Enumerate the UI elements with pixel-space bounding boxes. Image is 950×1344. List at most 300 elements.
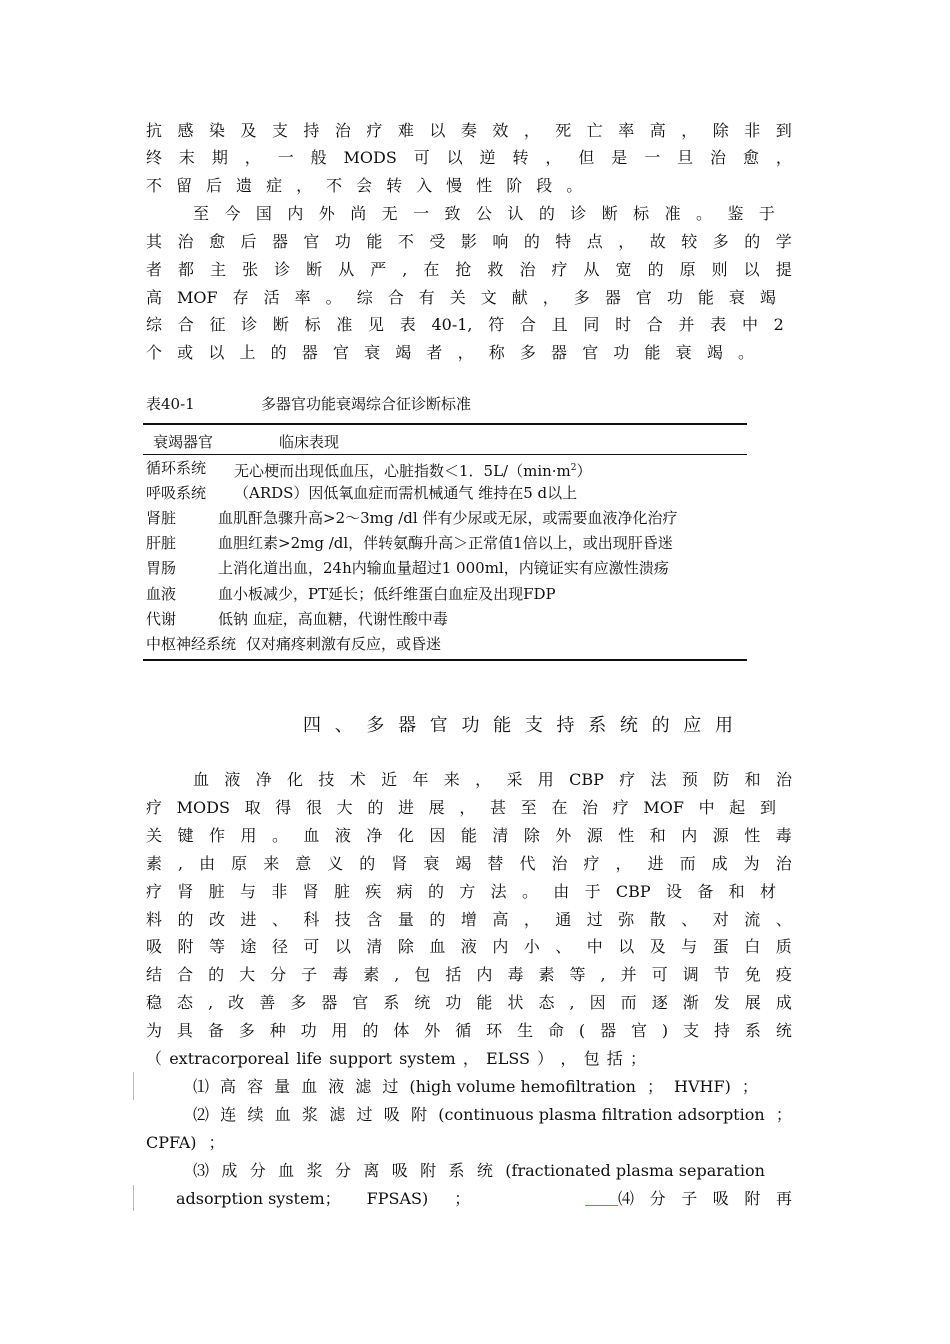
text-token: 能 — [644, 343, 661, 362]
row-clinical — [218, 607, 448, 631]
text-token: 非 — [744, 121, 761, 140]
text-token: 阶 — [506, 176, 523, 195]
text-token: 并 — [620, 965, 637, 984]
text-token: 途 — [240, 937, 257, 956]
text-token: (continuous plasma filtration adsorption — [438, 1105, 765, 1124]
text-token: extracorporeal — [169, 1049, 290, 1068]
text-token: 从 — [583, 260, 600, 279]
text-token: 甚 — [490, 798, 507, 817]
text-token: 代 — [519, 854, 536, 873]
text-token: 的 — [538, 204, 555, 223]
text-token: ⑴ — [193, 1077, 210, 1096]
text-token: 不 — [326, 176, 343, 195]
text-token: 展 — [428, 798, 445, 817]
text-line — [146, 285, 776, 311]
text-token: ⑶ — [193, 1161, 210, 1180]
text-token: 能 — [493, 715, 512, 736]
text-token: 的 — [427, 882, 444, 901]
text-token: 者 — [426, 343, 443, 362]
text-token: 多 — [712, 232, 729, 251]
row-clinical-text: 无心梗而出现低血压，心脏指数＜1．5L/（min·m — [234, 462, 571, 480]
text-token: 旦 — [677, 148, 694, 167]
text-token: 法 — [650, 770, 667, 789]
text-token: ， — [459, 798, 476, 817]
text-token: 及 — [649, 937, 666, 956]
text-token: 特 — [555, 232, 572, 251]
text-token: 今 — [224, 204, 241, 223]
text-token: 符 — [488, 315, 505, 334]
text-line — [146, 990, 792, 1016]
text-token: ⑵ — [193, 1105, 210, 1124]
text-token: 关 — [449, 288, 466, 307]
text-token: 内 — [492, 937, 509, 956]
row-clinical — [218, 556, 669, 580]
text-token: 无 — [381, 204, 398, 223]
text-token: 亡 — [586, 121, 603, 140]
text-token: 以 — [429, 121, 446, 140]
text-token: 断 — [272, 315, 289, 334]
text-token: 用 — [240, 826, 257, 845]
text-line — [146, 145, 792, 171]
text-token: 蛋 — [712, 937, 729, 956]
text-token: 奏 — [460, 121, 477, 140]
text-token: 清 — [366, 937, 383, 956]
table-row — [146, 607, 448, 631]
text-token: 除 — [523, 826, 540, 845]
text-token: 竭 — [395, 343, 412, 362]
text-token: 液 — [328, 1077, 345, 1096]
text-token: MOF — [643, 798, 684, 817]
text-token: 以 — [743, 260, 760, 279]
text-token: 应 — [683, 715, 702, 736]
text-token: 能 — [460, 826, 477, 845]
text-token: 官 — [352, 993, 369, 1012]
text-token: 持 — [556, 715, 575, 736]
text-token: 成 — [775, 993, 792, 1012]
text-token: ， — [545, 148, 562, 167]
text-token: (high volume hemofiltration — [409, 1077, 636, 1096]
text-token: ， — [475, 770, 492, 789]
text-token: 高 — [649, 121, 666, 140]
text-token: 。 — [521, 882, 538, 901]
text-token: 竭 — [455, 854, 472, 873]
text-token: ) — [661, 1021, 669, 1040]
text-token: 进 — [240, 910, 257, 929]
text-token: 附 — [411, 1105, 428, 1124]
text-token: 以 — [334, 937, 351, 956]
text-token: 功 — [461, 715, 480, 736]
text-token: 响 — [492, 232, 509, 251]
text-token: 改 — [208, 910, 225, 929]
text-token: 预 — [681, 770, 698, 789]
table-row — [146, 556, 669, 580]
text-token: 能 — [476, 993, 493, 1012]
text-token: 持 — [303, 121, 320, 140]
text-token: 技 — [318, 770, 335, 789]
text-token: 径 — [271, 937, 288, 956]
text-token: 症 — [266, 176, 283, 195]
text-token: 以 — [618, 937, 635, 956]
text-token: 会 — [356, 176, 373, 195]
text-token: 散 — [649, 910, 666, 929]
text-token: ， — [618, 232, 635, 251]
text-token: 竭 — [759, 288, 776, 307]
text-token: 影 — [460, 232, 477, 251]
text-token: 疾 — [365, 882, 382, 901]
row-organ: 肝脏 — [146, 534, 177, 552]
margin-bar — [133, 1072, 134, 1100]
text-token: 大 — [336, 798, 353, 817]
text-token: 术 — [349, 770, 366, 789]
table-row — [146, 481, 578, 505]
text-token: 献 — [511, 288, 528, 307]
text-token: 改 — [228, 993, 245, 1012]
text-token: 者 — [146, 260, 163, 279]
text-token: MODS — [176, 798, 230, 817]
text-token: 质 — [775, 937, 792, 956]
text-token: 进 — [397, 798, 414, 817]
text-token: 时 — [615, 315, 632, 334]
text-token: 断 — [306, 260, 323, 279]
text-token: 吸 — [391, 1161, 408, 1180]
text-token: 至 — [520, 798, 537, 817]
text-token: 而 — [620, 993, 637, 1012]
text-token: 学 — [775, 232, 792, 251]
text-token: 系 — [383, 993, 400, 1012]
text-token: 治 — [177, 232, 194, 251]
text-token: 疗 — [146, 882, 163, 901]
text-token: 循 — [455, 1021, 472, 1040]
text-token: , — [178, 854, 184, 873]
text-token: 慢 — [446, 176, 463, 195]
text-token: ； — [647, 1077, 664, 1096]
row-clinical-sup: 2 — [570, 463, 577, 473]
text-token: 浆 — [306, 1161, 323, 1180]
text-token: 治 — [710, 148, 727, 167]
text-token: 成 — [711, 854, 728, 873]
text-token: ， — [457, 343, 474, 362]
text-token: 一 — [277, 148, 294, 167]
text-token: 效 — [492, 121, 509, 140]
text-token: 种 — [269, 1021, 286, 1040]
text-token: 多 — [366, 715, 385, 736]
text-token: 增 — [460, 910, 477, 929]
section-heading — [303, 711, 733, 741]
text-token: ， — [523, 121, 540, 140]
row-clinical-text: 血胆红素>2mg /dl，伴转氨酶升高＞正常值1倍以上，或出现肝昏迷 — [218, 534, 673, 552]
text-token: 的 — [359, 854, 376, 873]
text-token: 是 — [611, 148, 628, 167]
table-header — [153, 430, 340, 454]
row-clinical-text: 血小板减少，PT延长；低纤维蛋白血症及出现FDP — [218, 585, 556, 603]
text-token: 体 — [393, 1021, 410, 1040]
text-token: 器 — [271, 232, 288, 251]
text-token: 替 — [487, 854, 504, 873]
table-header-rule — [143, 454, 747, 455]
text-line — [146, 229, 792, 255]
text-token: 过 — [356, 1105, 373, 1124]
text-token: FPSAS) — [366, 1189, 429, 1208]
text-token: 设 — [666, 882, 683, 901]
text-token: 用 — [537, 770, 554, 789]
text-token: 转 — [512, 148, 529, 167]
text-token: 合 — [177, 965, 194, 984]
text-token: 。 — [737, 343, 754, 362]
text-token: 高 — [492, 910, 509, 929]
text-token: 提 — [775, 260, 792, 279]
text-line — [193, 1102, 792, 1128]
text-token: ， — [542, 288, 559, 307]
text-token: 一 — [644, 148, 661, 167]
text-token: 合 — [519, 315, 536, 334]
text-token: 为 — [146, 1021, 163, 1040]
table-top-rule — [143, 423, 747, 425]
text-token: 生 — [517, 1021, 534, 1040]
text-token: 点 — [586, 232, 603, 251]
text-token: life — [296, 1049, 323, 1068]
text-token: （ — [146, 1049, 163, 1068]
text-token: 在 — [551, 798, 568, 817]
text-token: 的 — [651, 715, 670, 736]
text-token: 鉴 — [727, 204, 744, 223]
text-token: 性 — [744, 826, 761, 845]
text-token: 严 — [370, 260, 387, 279]
text-token: 。 — [271, 826, 288, 845]
text-token: 的 — [208, 965, 225, 984]
text-token: 官 — [429, 715, 448, 736]
text-token: 很 — [305, 798, 322, 817]
text-line — [146, 173, 792, 199]
text-token: , — [569, 993, 575, 1012]
text-line — [146, 962, 792, 988]
text-token: ） — [537, 1049, 554, 1068]
row-clinical — [218, 506, 677, 530]
text-token: 衰 — [728, 288, 745, 307]
text-token: 率 — [294, 288, 311, 307]
text-token: 原 — [231, 854, 248, 873]
text-token: 过 — [586, 910, 603, 929]
row-organ: 血液 — [146, 585, 177, 603]
text-token: 附 — [177, 937, 194, 956]
text-line — [146, 795, 776, 821]
text-token: ； — [208, 1133, 225, 1152]
text-token: 能 — [366, 232, 383, 251]
text-token: 吸 — [712, 1189, 729, 1208]
text-token: 脏 — [208, 882, 225, 901]
revision-mark — [585, 1205, 618, 1206]
text-token: 逆 — [479, 148, 496, 167]
text-token: 。 — [566, 176, 583, 195]
text-token: 毒 — [507, 965, 524, 984]
text-token: 外 — [555, 826, 572, 845]
text-token: 致 — [444, 204, 461, 223]
text-token: 疗 — [366, 121, 383, 140]
row-clinical-text: （ARDS）因低氧血症而需机械通气 维持在5 d以上 — [234, 484, 578, 502]
table-row — [146, 531, 673, 555]
text-token: 近 — [381, 770, 398, 789]
table-caption-title: 多器官功能衰竭综合征诊断标准 — [261, 395, 472, 413]
text-token: 段 — [536, 176, 553, 195]
text-token: support — [329, 1049, 392, 1068]
table-row — [146, 506, 678, 530]
text-token: 公 — [475, 204, 492, 223]
text-token: 因 — [429, 826, 446, 845]
text-token: 和 — [728, 882, 745, 901]
text-token: ； — [741, 1077, 758, 1096]
text-token: CBP — [569, 770, 604, 789]
row-organ: 呼吸系统 — [146, 484, 207, 502]
text-token: 包 — [583, 1049, 600, 1068]
text-token: 、 — [681, 910, 698, 929]
text-line — [193, 767, 792, 793]
text-token: 器 — [604, 288, 621, 307]
text-token: 肾 — [391, 854, 408, 873]
text-token: 称 — [488, 343, 505, 362]
text-token: 等 — [569, 965, 586, 984]
text-token: 外 — [318, 204, 335, 223]
text-token: 综 — [356, 288, 373, 307]
text-token: 不 — [146, 176, 163, 195]
text-token: 不 — [397, 232, 414, 251]
text-token: 入 — [416, 176, 433, 195]
text-line — [146, 1018, 792, 1044]
text-token: 能 — [697, 288, 714, 307]
text-token: 的 — [367, 798, 384, 817]
text-token: ， — [523, 910, 540, 929]
table-caption-label: 表40-1 — [146, 395, 195, 413]
text-token: 态 — [177, 993, 194, 1012]
text-token: 系 — [448, 1161, 465, 1180]
text-token: 治 — [582, 798, 599, 817]
text-token: 义 — [327, 854, 344, 873]
row-organ: 中枢神经系统 — [146, 635, 237, 653]
text-token: CBP — [615, 882, 651, 901]
text-token: 由 — [553, 882, 570, 901]
text-token: 治 — [551, 854, 568, 873]
text-token: 以 — [208, 343, 225, 362]
text-token: 括 — [606, 1049, 623, 1068]
text-token: 吸 — [383, 1105, 400, 1124]
text-token: 的 — [523, 232, 540, 251]
text-token: 化 — [287, 770, 304, 789]
text-token: 化 — [397, 826, 414, 845]
row-clinical — [246, 632, 441, 656]
text-token: system — [399, 1049, 456, 1068]
text-token: 关 — [146, 826, 163, 845]
text-token: 弥 — [618, 910, 635, 929]
text-token: 终 — [146, 148, 163, 167]
text-line — [146, 118, 792, 144]
text-token: 四 — [303, 715, 321, 736]
text-token: 来 — [263, 854, 280, 873]
text-token: 浆 — [302, 1105, 319, 1124]
text-token: ； — [629, 1049, 646, 1068]
text-token: 可 — [413, 148, 430, 167]
row-clinical — [234, 481, 577, 505]
text-token: MODS — [343, 148, 397, 167]
text-token: 技 — [334, 910, 351, 929]
text-line — [146, 257, 792, 283]
text-token: 标 — [304, 315, 321, 334]
text-token: 进 — [647, 854, 664, 873]
text-token: 内 — [476, 965, 493, 984]
text-token: 且 — [551, 315, 568, 334]
table-row — [146, 632, 442, 656]
text-token: 备 — [207, 1021, 224, 1040]
text-token: 但 — [578, 148, 595, 167]
text-token: 国 — [255, 204, 272, 223]
table-row — [146, 582, 556, 606]
text-token: 原 — [679, 260, 696, 279]
text-token: 用 — [714, 715, 733, 736]
text-token: 备 — [697, 882, 714, 901]
text-token: adsorption system； — [176, 1189, 341, 1208]
text-token: 过 — [382, 1077, 399, 1096]
text-token: 疗 — [551, 260, 568, 279]
text-token: 及 — [240, 121, 257, 140]
text-token: ， — [296, 176, 313, 195]
text-token: 遗 — [236, 176, 253, 195]
text-token: 肾 — [302, 882, 319, 901]
text-token: 官 — [303, 232, 320, 251]
text-token: 统 — [775, 1021, 792, 1040]
text-token: 衰 — [423, 854, 440, 873]
text-token: 抢 — [455, 260, 472, 279]
text-token: 分 — [649, 1189, 666, 1208]
text-token: 支 — [524, 715, 543, 736]
text-token: 从 — [338, 260, 355, 279]
text-token: 中 — [741, 315, 758, 334]
text-token: 后 — [206, 176, 223, 195]
text-token: 于 — [584, 882, 601, 901]
text-token: 主 — [210, 260, 227, 279]
text-token: 则 — [711, 260, 728, 279]
text-token: 液 — [224, 770, 241, 789]
text-token: 见 — [368, 315, 385, 334]
text-token: 个 — [146, 343, 163, 362]
text-token: 与 — [239, 882, 256, 901]
text-token: 系 — [744, 1021, 761, 1040]
text-token: 到 — [759, 798, 776, 817]
header-organ: 衰竭器官 — [153, 433, 214, 451]
text-token: 与 — [681, 937, 698, 956]
text-line — [193, 1074, 758, 1100]
text-token: 滤 — [355, 1077, 372, 1096]
text-token: 存 — [232, 288, 249, 307]
text-token: 法 — [490, 882, 507, 901]
text-token: 血 — [301, 1077, 318, 1096]
text-token: 年 — [412, 770, 429, 789]
text-token: 统 — [414, 993, 431, 1012]
text-line — [146, 851, 792, 877]
text-token: 素 — [146, 854, 163, 873]
row-clinical-text: 上消化道出血，24h内输血量超过1 000ml，内镜证实有应激性溃疡 — [218, 559, 669, 577]
text-token: 诊 — [241, 315, 258, 334]
text-line — [146, 1130, 792, 1156]
text-token: 结 — [146, 965, 163, 984]
row-clinical-text: 血肌酐急骤升高>2～3mg /dl 伴有少尿或无尿，或需要血液净化治疗 — [218, 509, 678, 527]
text-token: 血 — [193, 770, 210, 789]
text-line — [193, 1158, 765, 1184]
text-token: 内 — [681, 826, 698, 845]
text-token: 2 — [773, 315, 784, 334]
text-token: 表 — [399, 315, 416, 334]
text-token: 得 — [275, 798, 292, 817]
text-token: 征 — [209, 315, 226, 334]
text-token: 血 — [429, 937, 446, 956]
text-line — [193, 201, 775, 227]
text-token: 连 — [220, 1105, 237, 1124]
